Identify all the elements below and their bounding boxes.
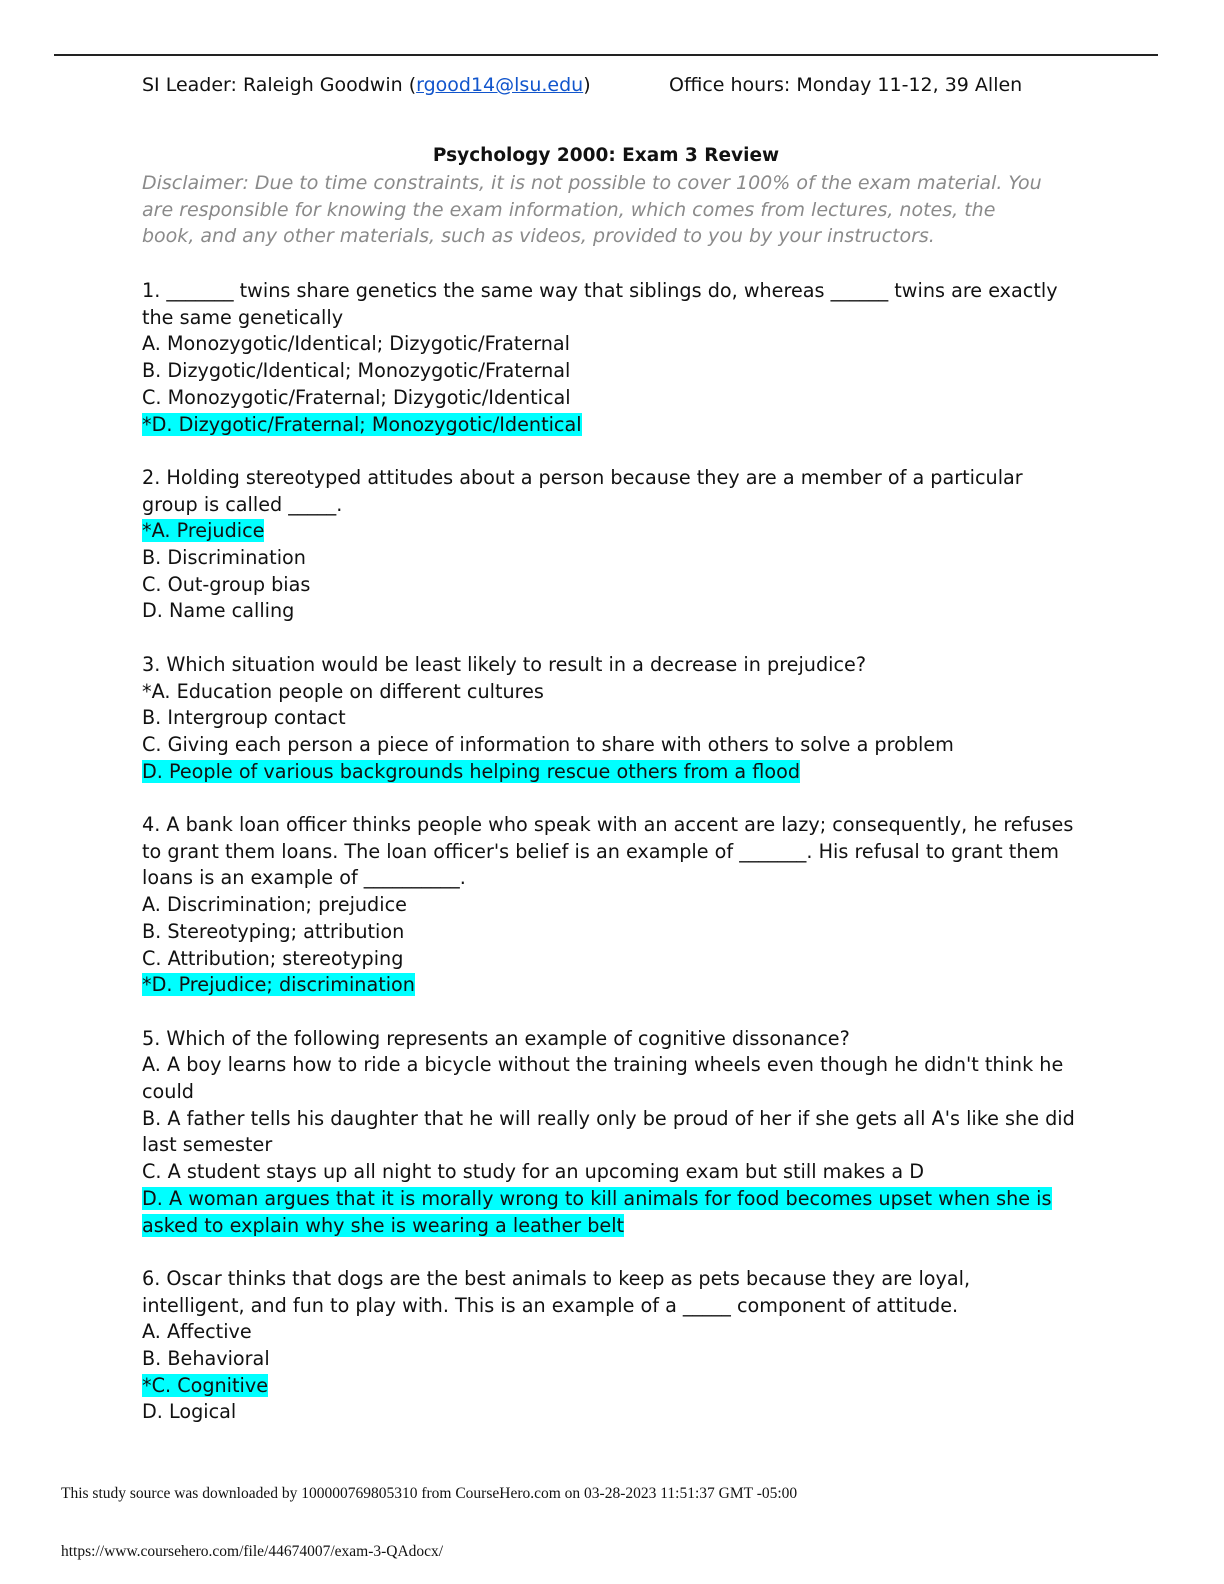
leader-prefix: SI Leader: Raleigh Goodwin ( xyxy=(142,74,417,96)
answer-option: B. Intergroup contact xyxy=(142,706,346,730)
leader-suffix: ) xyxy=(583,74,591,96)
question-stem: 2. Holding stereotyped attitudes about a person because they are a member of a particular group is called _____. xyxy=(142,465,1023,516)
answer-option: C. Giving each person a piece of information to share with others to solve a problem xyxy=(142,732,954,756)
answer-option: B. Behavioral xyxy=(142,1347,270,1371)
disclaimer: Disclaimer: Due to time constraints, it is not possible to cover 100% of the exam material. You are responsible for knowing the exam information, which comes from lectures, notes, the book, and any other materials, such as videos, provided to you by your instructors. xyxy=(142,172,1042,248)
question-1 xyxy=(142,278,1077,438)
answer-option: C. A student stays up all night to study for an upcoming exam but still makes a D xyxy=(142,1160,925,1184)
answer-option: B. Discrimination xyxy=(142,546,306,570)
top-rule xyxy=(54,54,1158,56)
question-2 xyxy=(142,465,1077,625)
si-leader-info xyxy=(142,72,591,98)
question-stem: 6. Oscar thinks that dogs are the best animals to keep as pets because they are loyal, intelligent, and fun to play with. This is an example of a _____ component of attitude. xyxy=(142,1266,971,1317)
page-title: Psychology 2000: Exam 3 Review xyxy=(432,145,780,166)
download-source-note: This study source was downloaded by 100000769805310 from CourseHero.com on 03-28-2023 11:51:37 GMT -05:00 xyxy=(61,1485,798,1502)
answer-option: A. Discrimination; prejudice xyxy=(142,893,407,917)
source-url[interactable]: https://www.coursehero.com/file/44674007/exam-3-QAdocx/ xyxy=(61,1543,444,1560)
question-6 xyxy=(142,1266,1077,1426)
question-5 xyxy=(142,1026,1077,1240)
answer-option: D. Name calling xyxy=(142,599,295,623)
answer-option: C. Out-group bias xyxy=(142,572,311,596)
answer-option: D. Logical xyxy=(142,1400,237,1424)
answer-option-highlighted: D. A woman argues that it is morally wrong to kill animals for food becomes upset when she is asked to explain why she is wearing a leather belt xyxy=(142,1186,1052,1237)
question-stem: 5. Which of the following represents an example of cognitive dissonance? xyxy=(142,1026,850,1050)
answer-option: A. A boy learns how to ride a bicycle without the training wheels even though he didn't think he could xyxy=(142,1053,1064,1104)
answer-option: B. Dizygotic/Identical; Monozygotic/Fraternal xyxy=(142,359,571,383)
answer-option-correct: *D. Prejudice; discrimination xyxy=(142,973,415,997)
question-stem: 4. A bank loan officer thinks people who speak with an accent are lazy; consequently, he refuses to grant them loans. The loan officer's belief is an example of _______. His refusal to grant them loans is an example of __________. xyxy=(142,813,1074,890)
answer-option: C. Monozygotic/Fraternal; Dizygotic/Identical xyxy=(142,385,571,409)
question-stem: 3. Which situation would be least likely to result in a decrease in prejudice? xyxy=(142,652,867,676)
answer-option-correct: *D. Dizygotic/Fraternal; Monozygotic/Identical xyxy=(142,412,582,436)
answer-option-correct: *C. Cognitive xyxy=(142,1373,269,1397)
answer-option: B. A father tells his daughter that he will really only be proud of her if she gets all A's like she did last semester xyxy=(142,1106,1075,1157)
answer-option: *A. Education people on different cultures xyxy=(142,679,544,703)
answer-option: A. Monozygotic/Identical; Dizygotic/Fraternal xyxy=(142,332,570,356)
answer-option: C. Attribution; stereotyping xyxy=(142,946,404,970)
answer-option: B. Stereotyping; attribution xyxy=(142,919,405,943)
answer-option: A. Affective xyxy=(142,1320,252,1344)
answer-option-highlighted: D. People of various backgrounds helping rescue others from a flood xyxy=(142,759,801,783)
email-link[interactable]: rgood14@lsu.edu xyxy=(416,74,584,96)
question-4 xyxy=(142,812,1077,999)
question-3 xyxy=(142,652,1077,786)
office-hours: Office hours: Monday 11-12, 39 Allen xyxy=(669,74,1023,96)
question-list xyxy=(142,278,1077,1453)
answer-option-correct: *A. Prejudice xyxy=(142,519,265,543)
question-stem: 1. _______ twins share genetics the same way that siblings do, whereas ______ twins are exactly the same genetically xyxy=(142,279,1058,329)
